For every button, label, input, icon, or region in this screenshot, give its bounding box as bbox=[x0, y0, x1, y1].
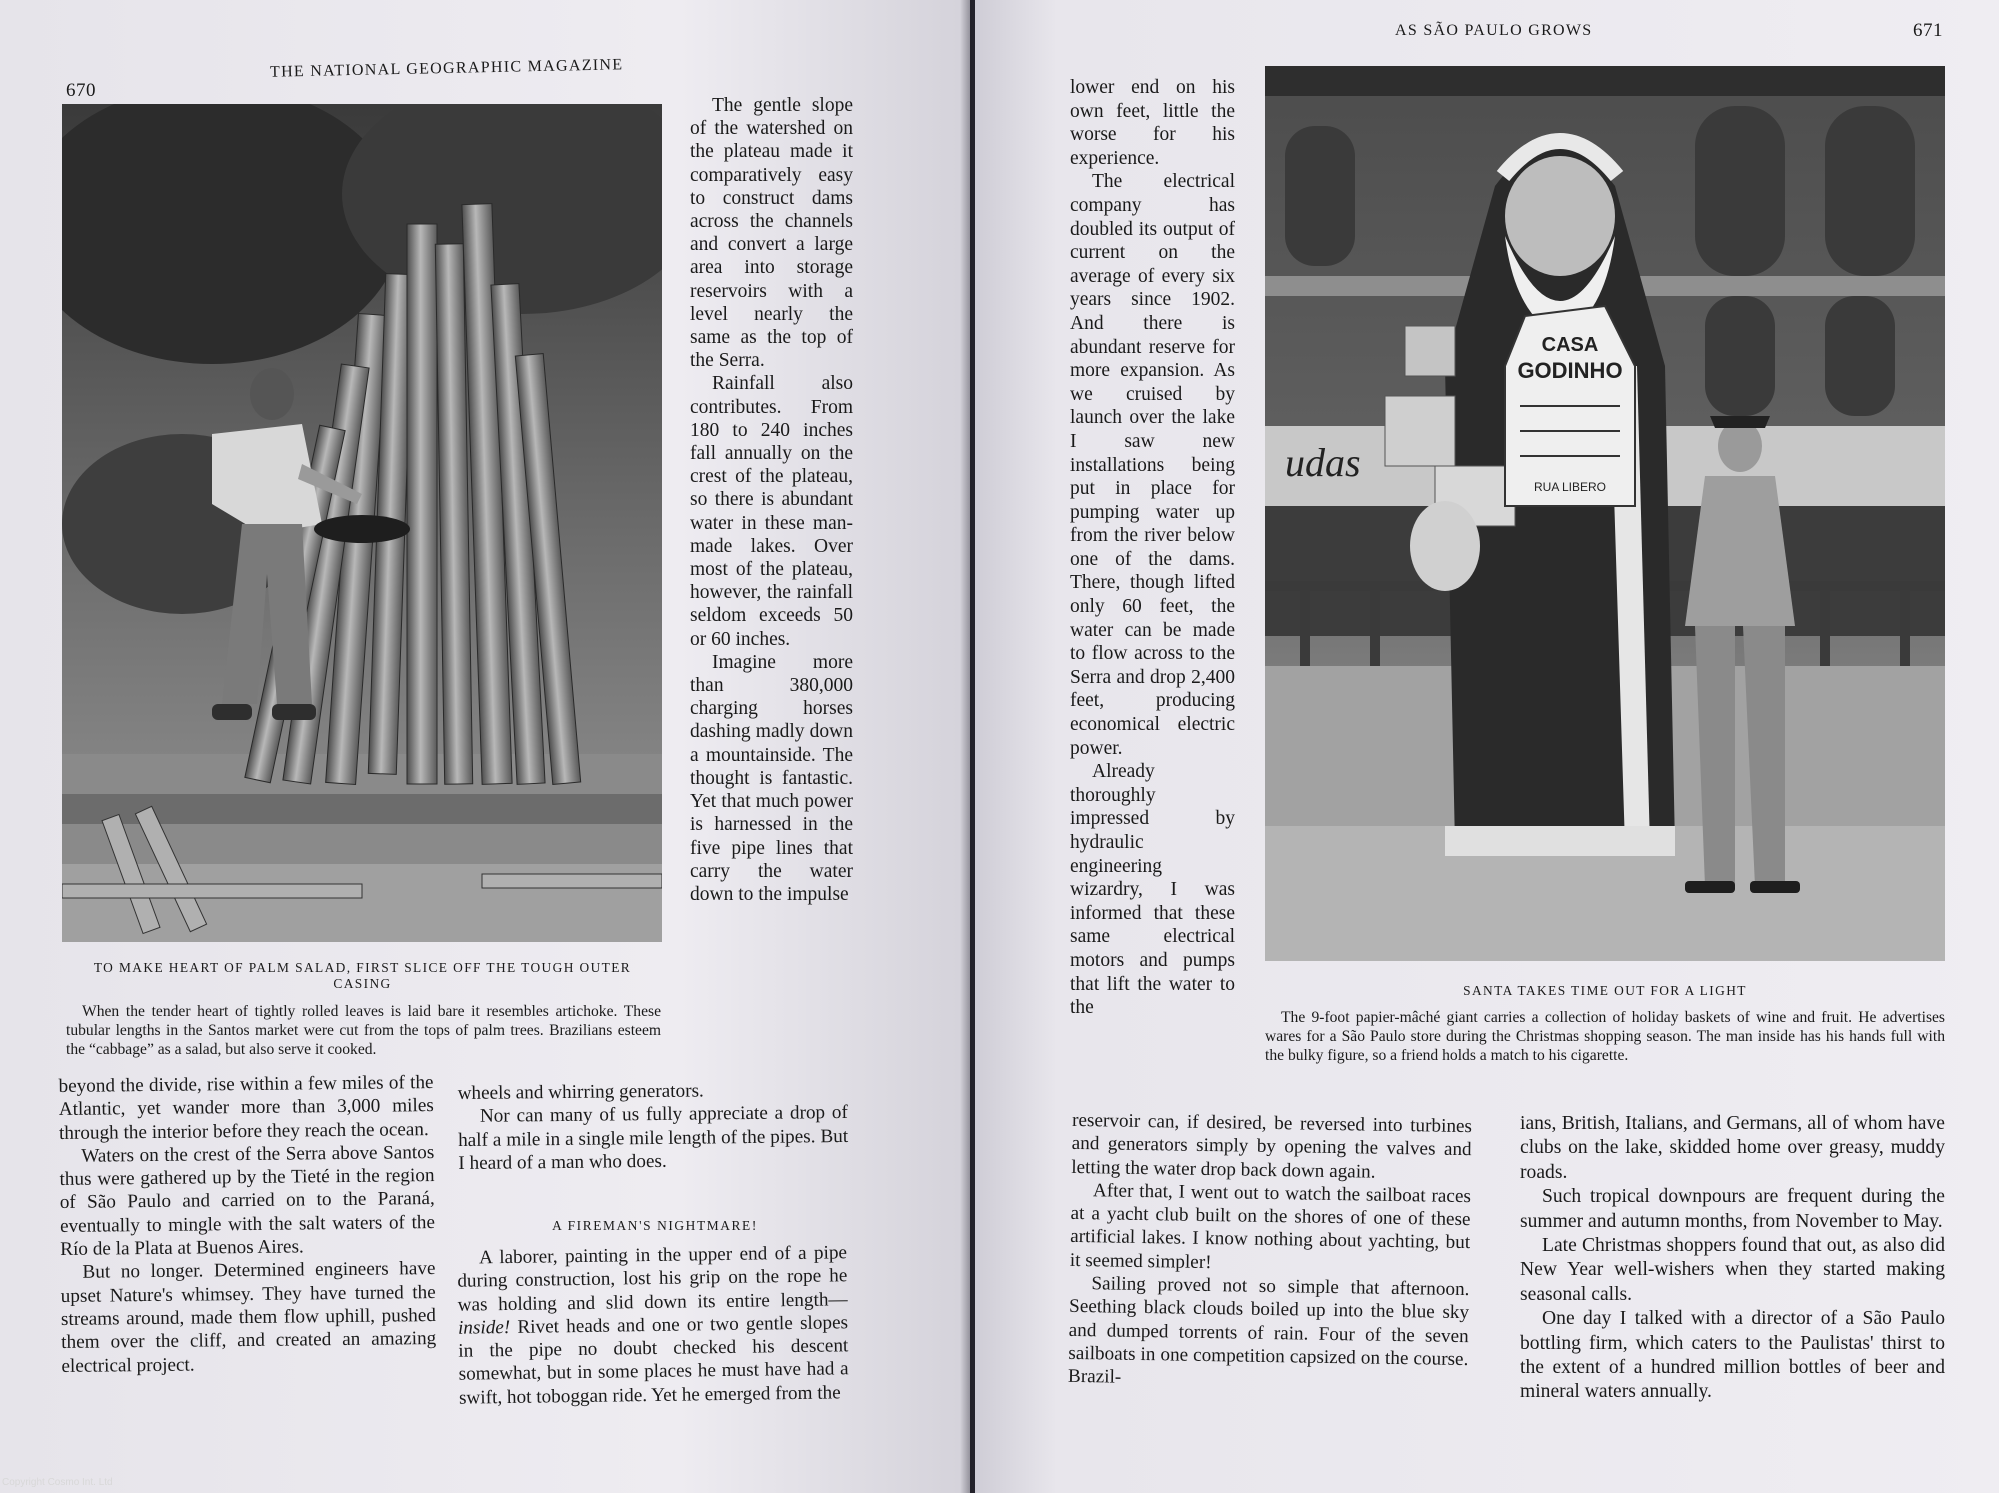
right-bottom-column-1 bbox=[1068, 1109, 1472, 1395]
palm-caption-body bbox=[66, 1002, 661, 1059]
copyright-watermark: Copyright Cosmo Int. Ltd bbox=[2, 1477, 113, 1488]
paragraph: Already thoroughly impressed by hydraulic engineering wizardry, I was informed that these same electrical motors and pumps that lift the water to the bbox=[1070, 761, 1235, 1019]
paragraph: Waters on the crest of the Serra above Santos thus were gathered up by the Tieté in the region of São Paulo and carried on to the Paraná, eventually to mingle with the salt waters of the Río de la Plata at Buenos Aires. bbox=[59, 1141, 436, 1261]
palm-caption-title: TO MAKE HEART OF PALM SALAD, FIRST SLICE OFF THE TOUGH OUTER CASING bbox=[93, 960, 632, 991]
santa-sign-line3: RUA LIBERO bbox=[1533, 480, 1607, 494]
paragraph: reservoir can, if desired, be reversed into turbines and generators simply by opening the valves and letting the water drop back down again. bbox=[1071, 1109, 1473, 1183]
paragraph: ians, British, Italians, and Germans, all of whom have clubs on the lake, skidded home over greasy, muddy roads. bbox=[1520, 1113, 1945, 1183]
paragraph: Nor can many of us fully appreciate a drop of half a mile in a single mile length of the pipes. But I heard of a man who does. bbox=[458, 1102, 849, 1174]
left-bottom-column-1 bbox=[58, 1071, 436, 1378]
left-page bbox=[0, 0, 970, 1493]
palm-caption-text: When the tender heart of tightly rolled leaves is laid bare it resembles artichoke. These tubular lengths in the Santos market were cut from the tops of palm trees. Brazilians esteem the “cabbage” as a salad, but also serve it cooked. bbox=[66, 1003, 661, 1058]
palm-heart-photo bbox=[62, 104, 662, 942]
santa-illustration bbox=[1265, 66, 1945, 961]
paragraph: Rainfall also contributes. From 180 to 240 inches fall annually on the crest of the plateau, so there is abundant water in these man-made lakes. Over most of the plateau, however, the rainfall seldom exceeds 50 or 60 inches. bbox=[690, 373, 853, 650]
palm-heart-illustration bbox=[62, 104, 662, 942]
santa-caption-title: SANTA TAKES TIME OUT FOR A LIGHT bbox=[1463, 983, 1747, 998]
paragraph: lower end on his own feet, little the worse for his experience. bbox=[1070, 77, 1235, 169]
paragraph: Late Christmas shoppers found that out, as also did New Year well-wishers when they started making seasonal calls. bbox=[1520, 1235, 1945, 1305]
paragraph: wheels and whirring generators. bbox=[457, 1080, 704, 1105]
running-head-left: THE NATIONAL GEOGRAPHIC MAGAZINE bbox=[269, 56, 624, 81]
shop-sign-text: udas bbox=[1285, 440, 1361, 485]
left-bottom-column-2 bbox=[458, 1078, 849, 1175]
paragraph: After that, I went out to watch the sailboat races at a yacht club built on the shores of one of these artificial lakes. I know nothing about yachting, but it seemed simpler! bbox=[1069, 1180, 1472, 1273]
left-bottom-column-2-rest bbox=[457, 1241, 849, 1410]
paragraph: The electrical company has doubled its output of current on the average of every six years since 1902. And there is abundant reserve for more expansion. As we cruised by launch over the lake I saw new installations being put in place for pumping water up from the river below one of the dams. There, though lifted only 60 feet, the water can be made to flow across to the Serra and drop 2,400 feet, producing economical electric power. bbox=[1070, 171, 1235, 759]
page-number-left: 670 bbox=[66, 80, 96, 101]
page-number-right: 671 bbox=[1913, 20, 1943, 41]
paragraph-part: Rivet heads and one or two gentle slopes in the pipe no doubt checked his descent somewhat, but in some places he must have had a swift, hot toboggan ride. Yet he emerged from the bbox=[458, 1312, 849, 1409]
paragraph: Imagine more than 380,000 charging horses dashing madly down a mountainside. The thought is fantastic. Yet that much power is harnessed in the five pipe lines that carry the water down to the impulse bbox=[690, 651, 853, 905]
paragraph: But no longer. Determined engineers have upset Nature's whimsey. They have turned the streams around, made them flow uphill, pushed them over the cliff, and created an amazing electrical project. bbox=[60, 1258, 437, 1377]
left-side-column bbox=[690, 94, 853, 906]
right-bottom-column-2 bbox=[1520, 1112, 1945, 1405]
paragraph: The gentle slope of the watershed on the plateau made it comparatively easy to construct dams across the channels and convert a large area into storage reservoirs with a level nearly the same as the top of the Serra. bbox=[690, 95, 853, 372]
running-head-right: AS SÃO PAULO GROWS bbox=[1395, 22, 1593, 39]
santa-sign-line1: CASA bbox=[1541, 334, 1599, 356]
emphasis: inside! bbox=[457, 1316, 511, 1339]
santa-photo bbox=[1265, 66, 1945, 961]
section-subhead: A FIREMAN'S NIGHTMARE! bbox=[552, 1218, 758, 1233]
paragraph: beyond the divide, rise within a few miles of the Atlantic, yet wander more than 3,000 miles through the interior before they reach the ocean. bbox=[58, 1072, 434, 1144]
paragraph bbox=[457, 1241, 849, 1410]
paragraph-part: A laborer, painting in the upper end of a pipe during construction, lost his grip on the rope he was holding and slid down its entire length— bbox=[457, 1242, 848, 1316]
paragraph: One day I talked with a director of a São Paulo bottling firm, which caters to the Paulistas' thirst to the extent of a hundred million bottles of beer and mineral waters annually. bbox=[1520, 1308, 1945, 1403]
paragraph: Such tropical downpours are frequent during the summer and autumn months, from November to May. bbox=[1520, 1186, 1945, 1232]
right-page bbox=[975, 0, 1999, 1493]
santa-caption-body bbox=[1265, 1008, 1945, 1065]
paragraph: Sailing proved not so simple that afternoon. Seething black clouds boiled up into the blue sky and dumped torrents of rain. Four of the seven sailboats in one competition capsized on the course. Brazil- bbox=[1067, 1273, 1470, 1388]
santa-sign-line2: GODINHO bbox=[1517, 358, 1623, 383]
santa-caption-text: The 9-foot papier-mâché giant carries a collection of holiday baskets of wine and fruit. He advertises wares for a São Paulo store during the Christmas shopping season. The man inside has his hands full with the bulky figure, so a friend holds a match to his cigarette. bbox=[1265, 1009, 1945, 1064]
right-side-column bbox=[1070, 76, 1235, 1020]
